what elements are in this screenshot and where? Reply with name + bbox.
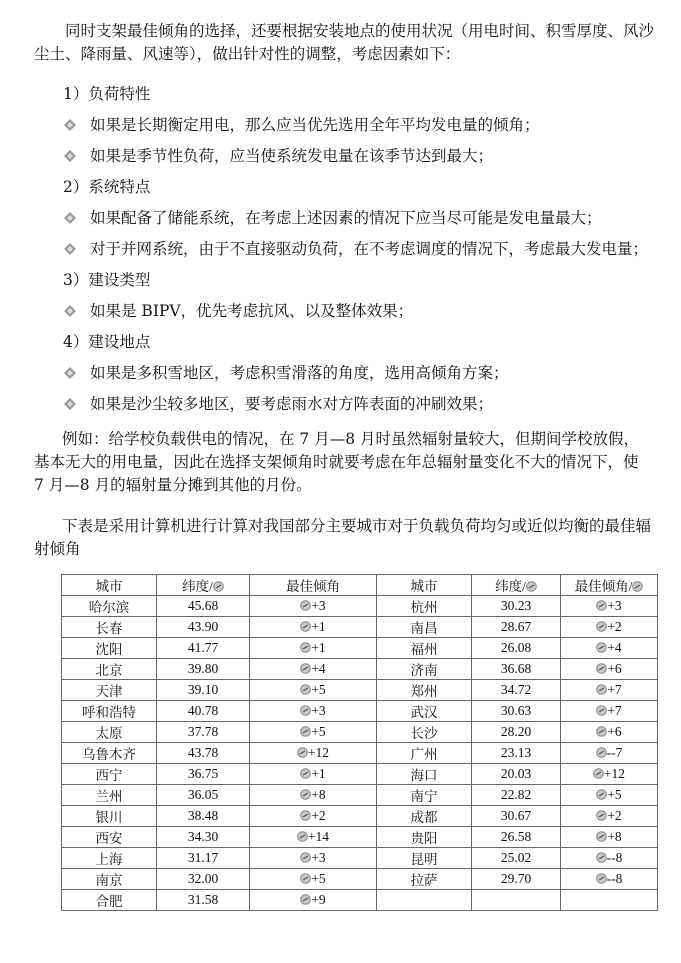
city-cell <box>377 890 472 911</box>
table-body <box>62 596 658 911</box>
city-cell: 上海 <box>62 848 157 869</box>
example-paragraph <box>34 428 654 497</box>
degree-symbol-icon <box>632 581 643 592</box>
section-4-item-2: 如果是沙尘较多地区，要考虑雨水对方阵表面的冲刷效果； <box>64 394 493 414</box>
tilt-cell: +8 <box>250 785 377 806</box>
latitude-cell: 32.00 <box>157 869 250 890</box>
tilt-cell: +3 <box>250 848 377 869</box>
degree-symbol-icon <box>596 705 607 716</box>
header-latitude-1: 纬度/ <box>157 575 250 596</box>
section-1-item-2: 如果是季节性负荷，应当使系统发电量在该季节达到最大； <box>64 146 493 166</box>
header-latitude-2: 纬度/ <box>472 575 561 596</box>
city-cell: 广州 <box>377 743 472 764</box>
section-4-item-1: 如果是多积雪地区，考虑积雪滑落的角度，选用高倾角方案； <box>64 363 509 383</box>
degree-symbol-icon <box>596 747 607 758</box>
city-cell: 昆明 <box>377 848 472 869</box>
degree-symbol-icon <box>596 852 607 863</box>
tilt-cell: --7 <box>561 743 658 764</box>
degree-symbol-icon <box>300 768 311 779</box>
table-row <box>62 638 658 659</box>
degree-symbol-icon <box>300 663 311 674</box>
section-2-item-2: 对于并网系统，由于不直接驱动负荷，在不考虑调度的情况下，考虑最大发电量； <box>64 239 648 259</box>
latitude-cell: 25.02 <box>472 848 561 869</box>
latitude-cell: 34.30 <box>157 827 250 848</box>
city-cell: 贵阳 <box>377 827 472 848</box>
degree-symbol-icon <box>300 726 311 737</box>
degree-symbol-icon <box>596 789 607 800</box>
city-cell: 呼和浩特 <box>62 701 157 722</box>
city-cell: 沈阳 <box>62 638 157 659</box>
tilt-cell: --8 <box>561 848 658 869</box>
table-intro: 下表是采用计算机进行计算对我国部分主要城市对于负载负荷均匀或近似均衡的最佳辐射倾角 <box>34 517 652 558</box>
tilt-cell: +1 <box>250 617 377 638</box>
section-3-item-1: 如果是 BIPV，优先考虑抗风、以及整体效果； <box>64 301 413 321</box>
tilt-cell: +2 <box>561 806 658 827</box>
table-row <box>62 764 658 785</box>
city-cell: 乌鲁木齐 <box>62 743 157 764</box>
tilt-cell: +14 <box>250 827 377 848</box>
tilt-cell: +5 <box>250 680 377 701</box>
table-row <box>62 890 658 911</box>
city-cell: 合肥 <box>62 890 157 911</box>
table-row <box>62 596 658 617</box>
degree-symbol-icon <box>596 642 607 653</box>
latitude-cell: 30.23 <box>472 596 561 617</box>
example-line-3: 7 月—8 月的辐射量分摊到其他的月份。 <box>34 476 312 494</box>
city-cell: 西安 <box>62 827 157 848</box>
degree-symbol-icon <box>596 600 607 611</box>
latitude-cell: 40.78 <box>157 701 250 722</box>
diamond-bullet-icon <box>64 212 76 224</box>
tilt-cell: +12 <box>561 764 658 785</box>
tilt-cell: +6 <box>561 722 658 743</box>
tilt-cell: +2 <box>250 806 377 827</box>
degree-symbol-icon <box>300 705 311 716</box>
table-row <box>62 827 658 848</box>
intro-paragraph: 同时支架最佳倾角的选择，还要根据安装地点的使用状况（用电时间、积雪厚度、风沙尘土、降雨量、风速等），做出针对性的调整，考虑因素如下： <box>34 22 655 63</box>
header-city-1: 城市 <box>62 575 157 596</box>
tilt-cell: +7 <box>561 680 658 701</box>
degree-symbol-icon <box>213 581 224 592</box>
latitude-cell: 20.03 <box>472 764 561 785</box>
table-row <box>62 701 658 722</box>
city-cell: 福州 <box>377 638 472 659</box>
tilt-cell: +12 <box>250 743 377 764</box>
city-cell: 北京 <box>62 659 157 680</box>
table-row <box>62 680 658 701</box>
diamond-bullet-icon <box>64 243 76 255</box>
section-2-item-1: 如果配备了储能系统，在考虑上述因素的情况下应当尽可能是发电量最大； <box>64 208 602 228</box>
degree-symbol-icon <box>596 873 607 884</box>
example-line-2: 基本无大的用电量，因此在选择支架倾角时就要考虑在年总辐射量变化不大的情况下，使 <box>34 453 639 471</box>
latitude-cell: 29.70 <box>472 869 561 890</box>
header-tilt-1: 最佳倾角 <box>250 575 377 596</box>
latitude-cell <box>472 890 561 911</box>
latitude-cell: 43.78 <box>157 743 250 764</box>
tilt-cell: +9 <box>250 890 377 911</box>
table-row <box>62 869 658 890</box>
tilt-cell: +7 <box>561 701 658 722</box>
city-cell: 南昌 <box>377 617 472 638</box>
city-cell: 南宁 <box>377 785 472 806</box>
latitude-cell: 23.13 <box>472 743 561 764</box>
degree-symbol-icon <box>300 600 311 611</box>
header-tilt-2: 最佳倾角/ <box>561 575 658 596</box>
degree-symbol-icon <box>596 663 607 674</box>
latitude-cell: 36.68 <box>472 659 561 680</box>
table-row <box>62 659 658 680</box>
degree-symbol-icon <box>300 621 311 632</box>
degree-symbol-icon <box>526 581 537 592</box>
header-city-2: 城市 <box>377 575 472 596</box>
latitude-cell: 38.48 <box>157 806 250 827</box>
section-4-title: 4）建设地点 <box>63 333 151 351</box>
latitude-cell: 31.58 <box>157 890 250 911</box>
degree-symbol-icon <box>300 684 311 695</box>
city-cell: 天津 <box>62 680 157 701</box>
city-cell: 南京 <box>62 869 157 890</box>
latitude-cell: 28.20 <box>472 722 561 743</box>
degree-symbol-icon <box>297 831 308 842</box>
degree-symbol-icon <box>300 789 311 800</box>
city-tilt-table <box>61 574 658 911</box>
city-cell: 杭州 <box>377 596 472 617</box>
table-header-row <box>62 575 658 596</box>
city-cell: 成都 <box>377 806 472 827</box>
latitude-cell: 36.05 <box>157 785 250 806</box>
table-row <box>62 806 658 827</box>
degree-symbol-icon <box>300 642 311 653</box>
diamond-bullet-icon <box>64 150 76 162</box>
degree-symbol-icon <box>596 726 607 737</box>
section-1-title: 1）负荷特性 <box>63 85 151 103</box>
city-cell: 拉萨 <box>377 869 472 890</box>
latitude-cell: 41.77 <box>157 638 250 659</box>
degree-symbol-icon <box>300 873 311 884</box>
tilt-cell: +4 <box>561 638 658 659</box>
section-2-title: 2）系统特点 <box>63 178 151 196</box>
latitude-cell: 39.10 <box>157 680 250 701</box>
example-line-1: 例如：给学校负载供电的情况，在 7 月—8 月时虽然辐射量较大，但期间学校放假， <box>62 430 640 448</box>
city-cell: 太原 <box>62 722 157 743</box>
latitude-cell: 36.75 <box>157 764 250 785</box>
table-row <box>62 848 658 869</box>
city-cell: 郑州 <box>377 680 472 701</box>
city-cell: 海口 <box>377 764 472 785</box>
tilt-cell: +5 <box>250 722 377 743</box>
city-cell: 武汉 <box>377 701 472 722</box>
degree-symbol-icon <box>596 810 607 821</box>
latitude-cell: 39.80 <box>157 659 250 680</box>
tilt-cell: +1 <box>250 764 377 785</box>
section-1-item-1: 如果是长期衡定用电，那么应当优先选用全年平均发电量的倾角； <box>64 115 540 135</box>
degree-symbol-icon <box>596 621 607 632</box>
table-row <box>62 743 658 764</box>
degree-symbol-icon <box>300 852 311 863</box>
table-row <box>62 722 658 743</box>
tilt-cell: +2 <box>561 617 658 638</box>
city-cell: 西宁 <box>62 764 157 785</box>
table-row <box>62 785 658 806</box>
city-cell: 济南 <box>377 659 472 680</box>
degree-symbol-icon <box>596 684 607 695</box>
latitude-cell: 26.58 <box>472 827 561 848</box>
table-row <box>62 617 658 638</box>
latitude-cell: 34.72 <box>472 680 561 701</box>
latitude-cell: 28.67 <box>472 617 561 638</box>
city-cell: 哈尔滨 <box>62 596 157 617</box>
tilt-cell: +3 <box>250 701 377 722</box>
degree-symbol-icon <box>593 768 604 779</box>
degree-symbol-icon <box>297 747 308 758</box>
diamond-bullet-icon <box>64 305 76 317</box>
city-cell: 长春 <box>62 617 157 638</box>
diamond-bullet-icon <box>64 119 76 131</box>
tilt-cell <box>561 890 658 911</box>
city-cell: 长沙 <box>377 722 472 743</box>
latitude-cell: 30.63 <box>472 701 561 722</box>
city-cell: 兰州 <box>62 785 157 806</box>
tilt-cell: +4 <box>250 659 377 680</box>
latitude-cell: 43.90 <box>157 617 250 638</box>
tilt-cell: +8 <box>561 827 658 848</box>
latitude-cell: 22.82 <box>472 785 561 806</box>
diamond-bullet-icon <box>64 367 76 379</box>
tilt-cell: +1 <box>250 638 377 659</box>
latitude-cell: 37.78 <box>157 722 250 743</box>
degree-symbol-icon <box>596 831 607 842</box>
latitude-cell: 30.67 <box>472 806 561 827</box>
city-cell: 银川 <box>62 806 157 827</box>
tilt-cell: +5 <box>561 785 658 806</box>
section-3-title: 3）建设类型 <box>63 271 151 289</box>
tilt-cell: +3 <box>250 596 377 617</box>
latitude-cell: 26.08 <box>472 638 561 659</box>
degree-symbol-icon <box>300 810 311 821</box>
tilt-cell: +6 <box>561 659 658 680</box>
degree-symbol-icon <box>300 894 311 905</box>
tilt-cell: +5 <box>250 869 377 890</box>
tilt-cell: +3 <box>561 596 658 617</box>
tilt-cell: --8 <box>561 869 658 890</box>
latitude-cell: 45.68 <box>157 596 250 617</box>
latitude-cell: 31.17 <box>157 848 250 869</box>
diamond-bullet-icon <box>64 398 76 410</box>
